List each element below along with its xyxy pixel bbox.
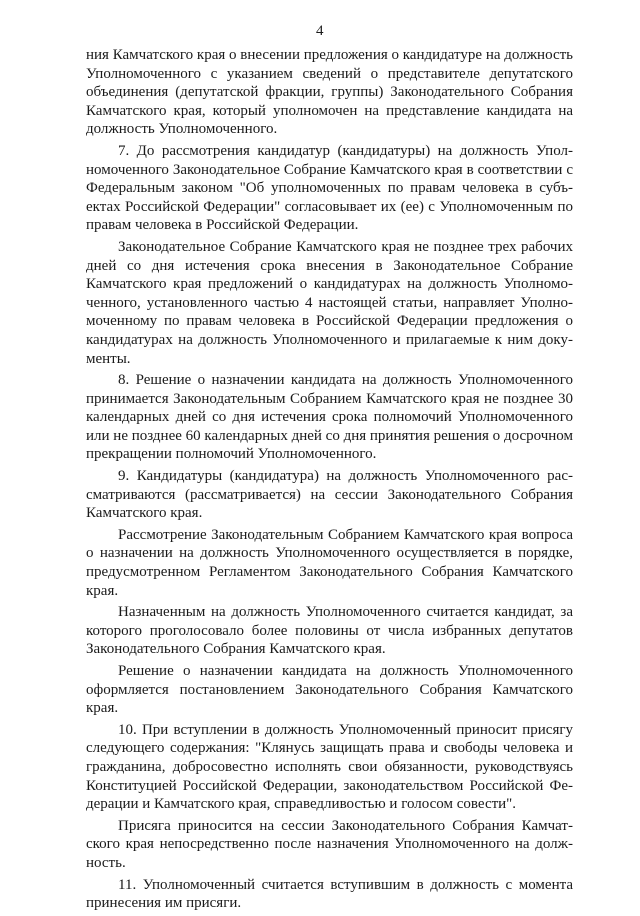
paragraph-9-decision: Решение о назначении кандидата на должность Уполномоченного оформляется постановлением Законодательного Собрания Камчатского края. xyxy=(86,663,573,717)
paragraph-9-appointment: Назначенным на должность Уполномоченного считается кандидат, за которого проголосовало более половины от числа избранных депутатов Законодательного Собрания Камчатского края. xyxy=(86,604,573,658)
paragraph-7-notification: Законодательное Собрание Камчатского края не позднее трех рабочих дней со дня истечения срока внесения в Законодательное Собрание Камчатского края предложений о кандидатурах на должность Уполномоченного, установленного частью 4 настоящей статьи, направляет Уполномоченному по правам человека в Российской Федерации предложения о кандидатурах на должность Уполномоченного и прилагаемые к ним документы. xyxy=(86,238,573,367)
paragraph-7: 7. До рассмотрения кандидатур (кандидатуры) на должность Уполномоченного Законодательное Собрание Камчатского края в соответствии с Федеральным законом "Об уполномоченных по правам человека в субъектах Российской Федерации" согласовывает их (ее) с Уполномоченным по правам человека в Российской Федерации. xyxy=(86,142,573,234)
paragraph-10-oath: Присяга приносится на сессии Законодательного Собрания Камчатского края непосредственно после назначения Уполномоченного на должность. xyxy=(86,817,573,871)
document-body xyxy=(86,46,573,916)
paragraph-continuation: ния Камчатского края о внесении предложения о кандидатуре на должность Уполномоченного с указанием сведений о представителе депутатского объединения (депутатской фракции, группы) Законодательного Собрания Камчатского края, который уполномочен на представление кандидата на должность Уполномоченного. xyxy=(86,47,573,138)
paragraph-9: 9. Кандидатуры (кандидатура) на должность Уполномоченного рассматриваются (рассматривается) на сессии Законодательного Собрания Камчатского края. xyxy=(86,468,573,522)
paragraph-8: 8. Решение о назначении кандидата на должность Уполномоченного принимается Законодательным Собранием Камчатского края не позднее 30 календарных дней со дня истечения срока полномочий Уполномоченного или не позднее 60 календарных дней со дня принятия решения о досрочном прекращении полномочий Уполномоченного. xyxy=(86,372,573,463)
paragraph-11: 11. Уполномоченный считается вступившим в должность с момента принесения им присяги. xyxy=(86,876,573,912)
paragraph-9-procedure: Рассмотрение Законодательным Собранием Камчатского края вопроса о назначении на должность Уполномоченного осуществляется в порядке, предусмотренном Регламентом Законодательного Собрания Камчатского края. xyxy=(86,526,573,599)
paragraph-10: 10. При вступлении в должность Уполномоченный приносит присягу следующего содержания: "Клянусь защищать права и свободы человека и гражданина, добросовестно исполнять свои обязанности, руководствуясь Конституцией Российской Федерации, законодательством Российской Федерации и Камчатского края, справедливостью и голосом совести". xyxy=(86,721,573,813)
page-number: 4 xyxy=(316,23,324,39)
